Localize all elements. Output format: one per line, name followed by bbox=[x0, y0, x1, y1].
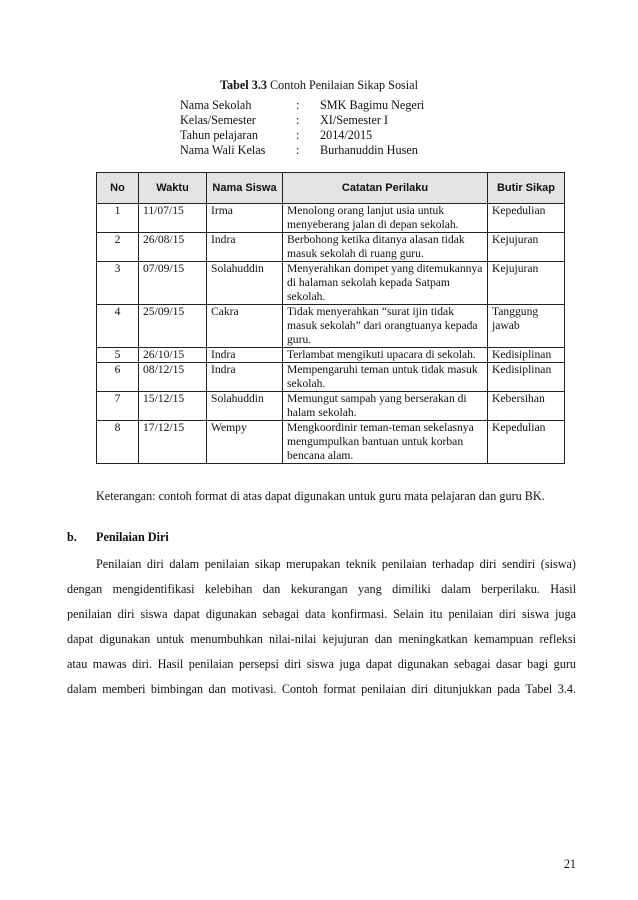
table-note: Keterangan: contoh format di atas dapat digunakan untuk guru mata pelajaran dan guru BK. bbox=[96, 489, 545, 503]
cell-no: 7 bbox=[97, 392, 139, 421]
table-row bbox=[97, 262, 565, 305]
cell-waktu: 17/12/15 bbox=[139, 421, 207, 464]
cell-nama: Indra bbox=[207, 363, 283, 392]
table-row bbox=[97, 363, 565, 392]
cell-catatan: Terlambat mengikuti upacara di sekolah. bbox=[283, 348, 488, 363]
cell-nama: Irma bbox=[207, 204, 283, 233]
cell-no: 2 bbox=[97, 233, 139, 262]
page-number: 21 bbox=[563, 857, 576, 871]
info-row bbox=[180, 128, 424, 143]
paragraph-line: Penilaian diri dalam penilaian sikap merupakan teknik penilaian terhadap diri sendiri (siswa) bbox=[96, 557, 576, 571]
table-row bbox=[97, 204, 565, 233]
info-sep: : bbox=[296, 98, 300, 112]
cell-waktu: 26/08/15 bbox=[139, 233, 207, 262]
cell-butir: Kepedulian bbox=[488, 421, 565, 464]
cell-catatan: Tidak menyerahkan “surat ijin tidak masuk sekolah” dari orangtuanya kepada guru. bbox=[283, 305, 488, 348]
info-sep: : bbox=[296, 128, 300, 142]
attitude-assessment-table bbox=[96, 172, 565, 464]
cell-catatan: Memungut sampah yang berserakan di halam sekolah. bbox=[283, 392, 488, 421]
cell-catatan: Menolong orang lanjut usia untuk menyeberang jalan di depan sekolah. bbox=[283, 204, 488, 233]
header-butir-sikap: Butir Sikap bbox=[488, 173, 565, 204]
paragraph-line: atau mawas diri. Hasil penilaian persepsi diri siswa juga dapat digunakan sebagai dasar bagi guru bbox=[67, 657, 576, 671]
header-waktu: Waktu bbox=[139, 173, 207, 204]
cell-catatan: Mengkoordinir teman-teman sekelasnya mengumpulkan bantuan untuk korban bencana alam. bbox=[283, 421, 488, 464]
header-nama-siswa: Nama Siswa bbox=[207, 173, 283, 204]
paragraph-line: dengan mengidentifikasi kelebihan dan kekurangan yang dimiliki dalam berperilaku. Hasil bbox=[67, 582, 576, 596]
info-row bbox=[180, 143, 424, 158]
header-no: No bbox=[97, 173, 139, 204]
table-row bbox=[97, 305, 565, 348]
cell-nama: Solahuddin bbox=[207, 262, 283, 305]
cell-waktu: 11/07/15 bbox=[139, 204, 207, 233]
cell-catatan: Menyerahkan dompet yang ditemukannya di halaman sekolah kepada Satpam sekolah. bbox=[283, 262, 488, 305]
info-value: XI/Semester I bbox=[320, 113, 389, 127]
section-letter: b. bbox=[67, 530, 77, 544]
cell-nama: Wempy bbox=[207, 421, 283, 464]
cell-butir: Kebersihan bbox=[488, 392, 565, 421]
info-value: SMK Bagimu Negeri bbox=[320, 98, 425, 112]
section-paragraph bbox=[67, 552, 576, 702]
section-title: Penilaian Diri bbox=[96, 530, 169, 544]
header-catatan-perilaku: Catatan Perilaku bbox=[283, 173, 488, 204]
info-key: Nama Sekolah bbox=[180, 98, 252, 112]
table-row bbox=[97, 348, 565, 363]
cell-butir: Kedisiplinan bbox=[488, 348, 565, 363]
info-key: Tahun pelajaran bbox=[180, 128, 258, 142]
cell-butir: Kepedulian bbox=[488, 204, 565, 233]
table-caption-title: Contoh Penilaian Sikap Sosial bbox=[270, 78, 418, 92]
cell-waktu: 25/09/15 bbox=[139, 305, 207, 348]
cell-no: 6 bbox=[97, 363, 139, 392]
cell-waktu: 08/12/15 bbox=[139, 363, 207, 392]
cell-waktu: 26/10/15 bbox=[139, 348, 207, 363]
cell-waktu: 15/12/15 bbox=[139, 392, 207, 421]
school-info bbox=[180, 98, 424, 158]
cell-no: 1 bbox=[97, 204, 139, 233]
cell-butir: Kejujuran bbox=[488, 233, 565, 262]
section-heading bbox=[67, 530, 169, 545]
info-sep: : bbox=[296, 113, 300, 127]
table-row bbox=[97, 421, 565, 464]
paragraph-line: dalam memberi bimbingan dan motivasi. Contoh format penilaian diri ditunjukkan pada Tabel 3.4. bbox=[67, 682, 576, 696]
info-key: Nama Wali Kelas bbox=[180, 143, 266, 157]
cell-catatan: Mempengaruhi teman untuk tidak masuk sekolah. bbox=[283, 363, 488, 392]
table-row bbox=[97, 233, 565, 262]
cell-no: 3 bbox=[97, 262, 139, 305]
cell-nama: Cakra bbox=[207, 305, 283, 348]
cell-butir: Kejujuran bbox=[488, 262, 565, 305]
cell-waktu: 07/09/15 bbox=[139, 262, 207, 305]
info-value: Burhanuddin Husen bbox=[320, 143, 418, 157]
cell-nama: Solahuddin bbox=[207, 392, 283, 421]
info-value: 2014/2015 bbox=[320, 128, 373, 142]
table-caption bbox=[0, 78, 638, 93]
table-header-row bbox=[97, 173, 565, 204]
cell-nama: Indra bbox=[207, 233, 283, 262]
info-row bbox=[180, 98, 424, 113]
info-sep: : bbox=[296, 143, 300, 157]
cell-no: 8 bbox=[97, 421, 139, 464]
cell-catatan: Berbohong ketika ditanya alasan tidak masuk sekolah di ruang guru. bbox=[283, 233, 488, 262]
info-row bbox=[180, 113, 424, 128]
cell-no: 4 bbox=[97, 305, 139, 348]
paragraph-line: penilaian diri siswa dapat digunakan sebagai data konfirmasi. Selain itu penilaian diri siswa juga bbox=[67, 607, 576, 621]
cell-no: 5 bbox=[97, 348, 139, 363]
table-caption-label: Tabel 3.3 bbox=[220, 78, 267, 92]
cell-butir: Tanggung jawab bbox=[488, 305, 565, 348]
cell-butir: Kedisiplinan bbox=[488, 363, 565, 392]
paragraph-line: dapat digunakan untuk menumbuhkan nilai-nilai kejujuran dan meningkatkan kemampuan refleksi bbox=[67, 632, 576, 646]
info-key: Kelas/Semester bbox=[180, 113, 256, 127]
table-row bbox=[97, 392, 565, 421]
cell-nama: Indra bbox=[207, 348, 283, 363]
